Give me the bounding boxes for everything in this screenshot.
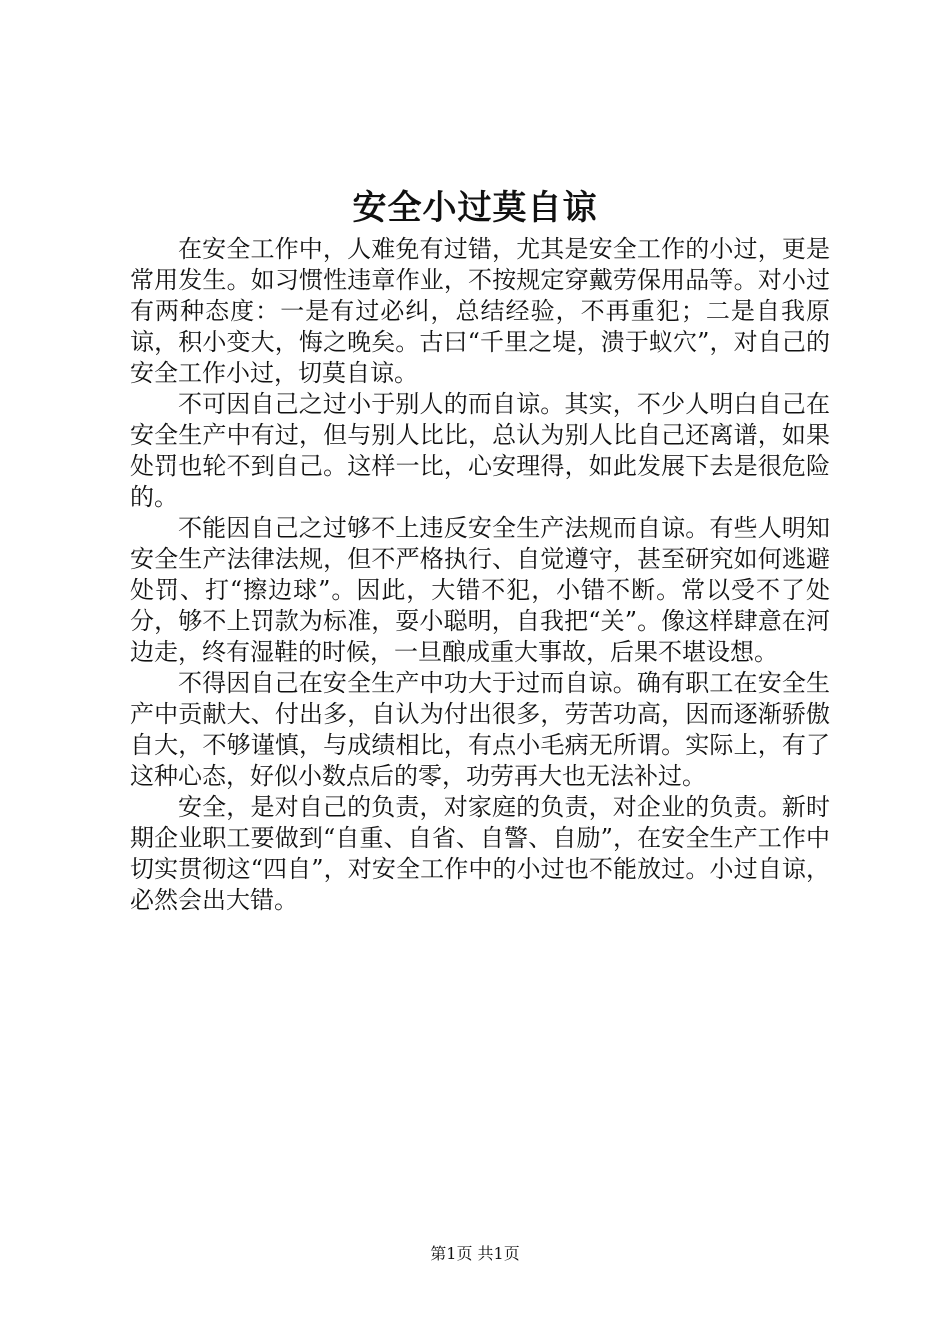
paragraph-5: 安全，是对自己的负责，对家庭的负责，对企业的负责。新时期企业职工要做到“自重、自省、自警、自励”，在安全生产工作中切实贯彻这“四自”，对安全工作中的小过也不能放过。小过自谅，必然会出大错。	[130, 793, 830, 914]
paragraph-2: 不可因自己之过小于别人的而自谅。其实，不少人明白自己在安全生产中有过，但与别人比比，总认为别人比自己还离谱，如果处罚也轮不到自己。这样一比，心安理得，如此发展下去是很危险的。	[130, 390, 830, 511]
paragraph-1: 在安全工作中，人难免有过错，尤其是安全工作的小过，更是常用发生。如习惯性违章作业，不按规定穿戴劳保用品等。对小过有两种态度：一是有过必纠，总结经验，不再重犯；二是自我原谅，积小变大，悔之晚矣。古曰“千里之堤，溃于蚁穴”，对自己的安全工作小过，切莫自谅。	[130, 235, 830, 387]
document-title: 安全小过莫自谅	[352, 188, 598, 228]
document-body	[130, 234, 830, 916]
paragraph-4: 不得因自己在安全生产中功大于过而自谅。确有职工在安全生产中贡献大、付出多，自认为付出很多，劳苦功高，因而逐渐骄傲自大，不够谨慎，与成绩相比，有点小毛病无所谓。实际上，有了这种心态，好似小数点后的零，功劳再大也无法补过。	[130, 669, 830, 790]
page-footer: 第1页 共1页	[430, 1244, 520, 1263]
paragraph-3: 不能因自己之过够不上违反安全生产法规而自谅。有些人明知安全生产法律法规，但不严格执行、自觉遵守，甚至研究如何逃避处罚、打“擦边球”。因此，大错不犯，小错不断。常以受不了处分，够不上罚款为标准，耍小聪明，自我把“关”。像这样肆意在河边走，终有湿鞋的时候，一旦酿成重大事故，后果不堪设想。	[130, 514, 830, 666]
